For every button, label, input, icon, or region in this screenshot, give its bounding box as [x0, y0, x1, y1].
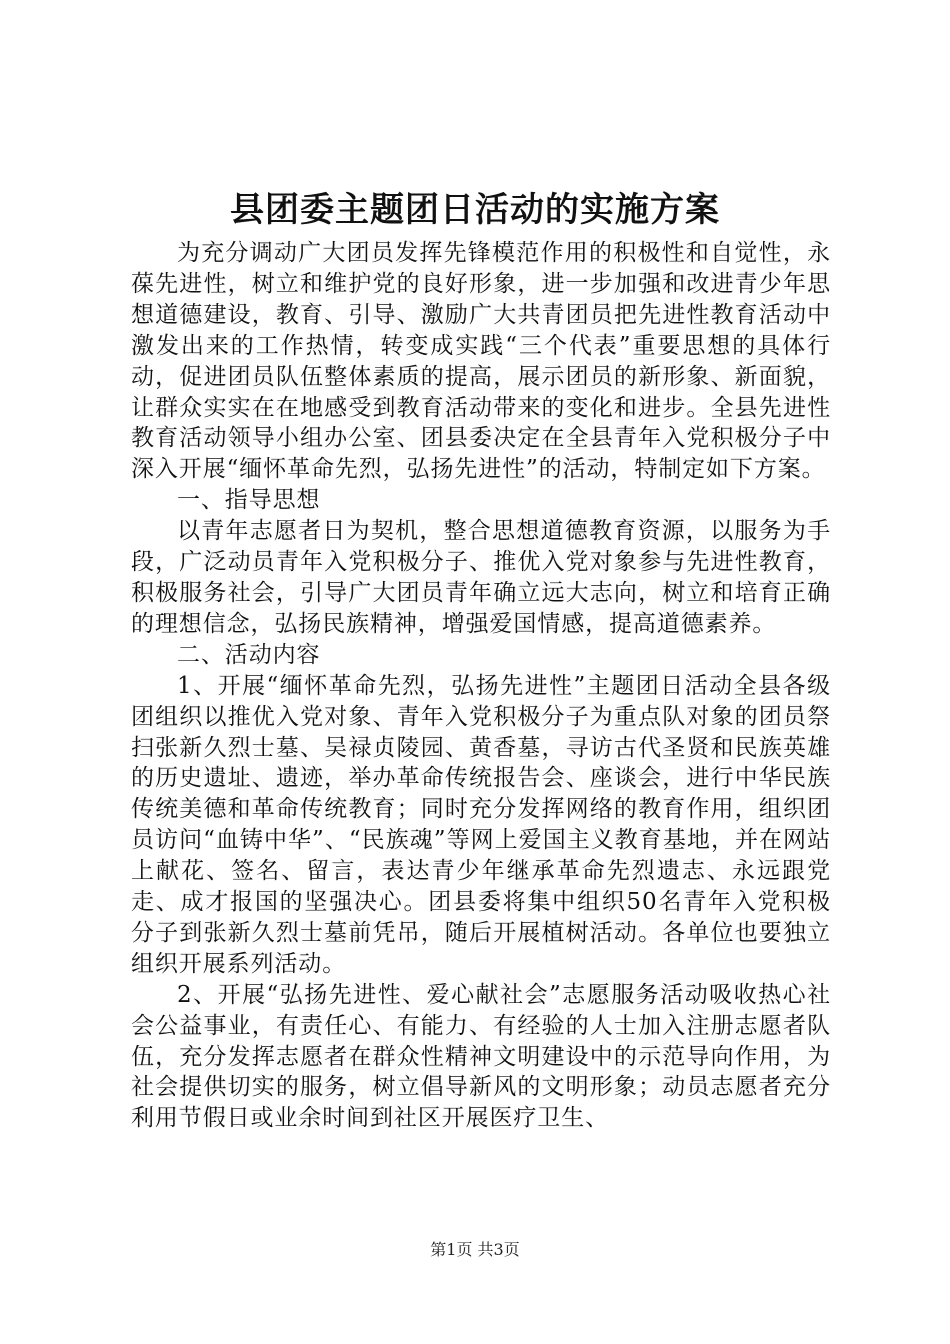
guiding-ideology-paragraph: 以青年志愿者日为契机，整合思想道德教育资源，以服务为手段，广泛动员青年入党积极分子、推优入党对象参与先进性教育，积极服务社会，引导广大团员青年确立远大志向，树立和培育正确的理想信念，弘扬民族精神，增强爱国情感，提高道德素养。 [131, 518, 831, 637]
section-heading-activity-content: 二、活动内容 [177, 641, 321, 668]
document-body [131, 238, 831, 1134]
intro-paragraph: 为充分调动广大团员发挥先锋模范作用的积极性和自觉性，永葆先进性，树立和维护党的良好形象，进一步加强和改进青少年思想道德建设，教育、引导、激励广大共青团员把先进性教育活动中激发出来的工作热情，转变成实践“三个代表”重要思想的具体行动，促进团员队伍整体素质的提高，展示团员的新形象、新面貌，让群众实实在在地感受到教育活动带来的变化和进步。全县先进性教育活动领导小组办公室、团县委决定在全县青年入党积极分子中深入开展“缅怀革命先烈，弘扬先进性”的活动，特制定如下方案。 [131, 240, 831, 483]
activity-item-1-paragraph: 1、开展“缅怀革命先烈，弘扬先进性”主题团日活动全县各级团组织以推优入党对象、青年入党积极分子为重点队对象的团员祭扫张新久烈士墓、吴禄贞陵园、黄香墓，寻访古代圣贤和民族英雄的历史遗址、遗迹，举办革命传统报告会、座谈会，进行中华民族传统美德和革命传统教育；同时充分发挥网络的教育作用，组织团员访问“血铸中华”、“民族魂”等网上爱国主义教育基地，并在网站上献花、签名、留言，表达青少年继承革命先烈遗志、永远跟党走、成才报国的坚强决心。团县委将集中组织50名青年入党积极分子到张新久烈士墓前凭吊，随后开展植树活动。各单位也要独立组织开展系列活动。 [131, 672, 831, 977]
document-title: 县团委主题团日活动的实施方案 [230, 190, 720, 230]
activity-item-2-paragraph: 2、开展“弘扬先进性、爱心献社会”志愿服务活动吸收热心社会公益事业，有责任心、有能力、有经验的人士加入注册志愿者队伍，充分发挥志愿者在群众性精神文明建设中的示范导向作用，为社会提供切实的服务，树立倡导新风的文明形象；动员志愿者充分利用节假日或业余时间到社区开展医疗卫生、 [131, 981, 831, 1132]
section-heading-guiding-ideology: 一、指导思想 [177, 487, 321, 514]
page-number-footer: 第1页 共3页 [430, 1240, 520, 1259]
